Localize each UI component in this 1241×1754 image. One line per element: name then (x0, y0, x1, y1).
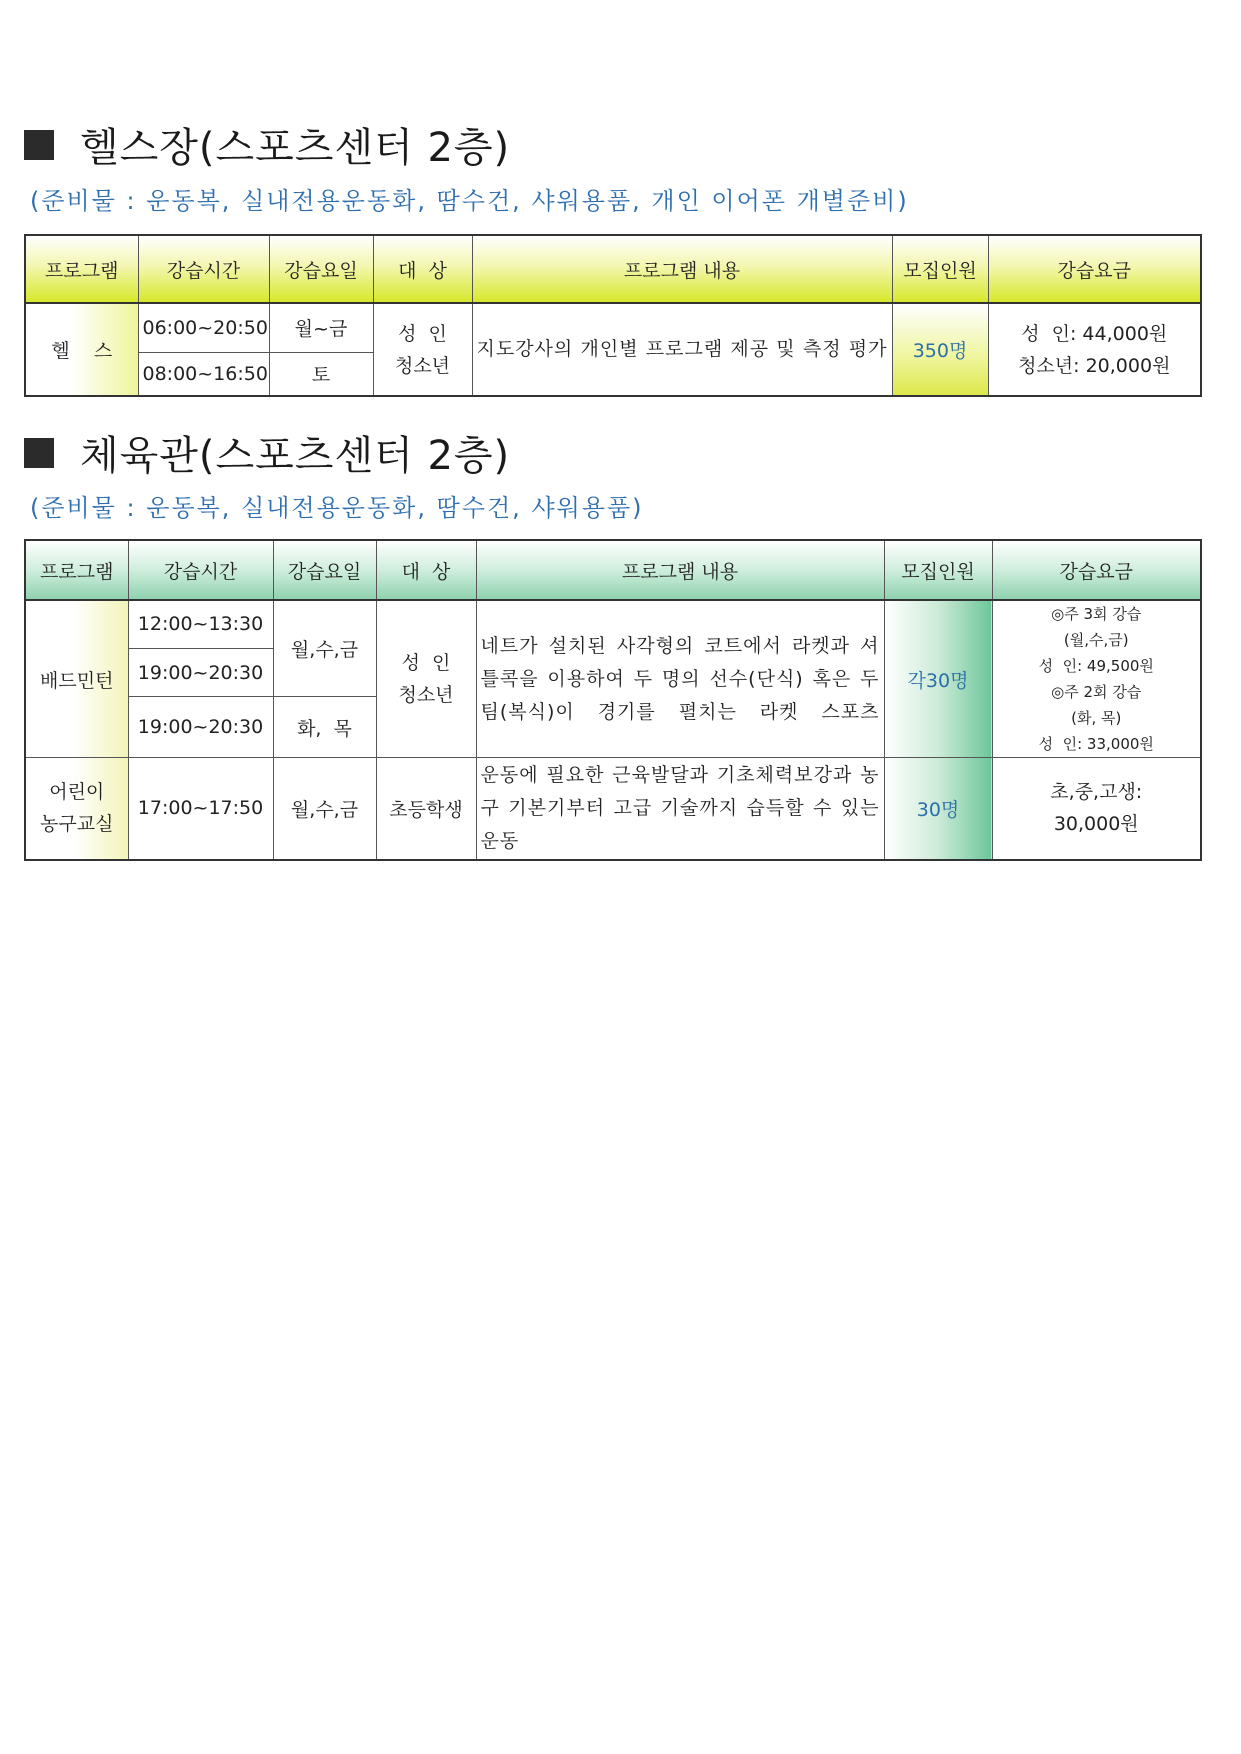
time-cell: 17:00~17:50 (128, 758, 273, 860)
fee-line: 초,중,고생: (1050, 781, 1143, 804)
table-row (25, 600, 1201, 648)
table-header-row (25, 235, 1201, 303)
fee-cell (992, 600, 1201, 758)
time-cell: 19:00~20:30 (128, 648, 273, 696)
target-cell (373, 303, 472, 396)
table-header-row (25, 540, 1201, 600)
program-name: 헬 스 (25, 303, 138, 396)
prep-note-gym: (준비물 : 운동복, 실내전용운동화, 땀수건, 샤워용품, 개인 이어폰 개별준비) (30, 187, 909, 215)
days-cell: 월,수,금 (273, 758, 376, 860)
header-fee: 강습요금 (992, 540, 1201, 600)
program-line: 어린이 (49, 781, 105, 804)
header-time: 강습시간 (128, 540, 273, 600)
header-target: 대 상 (373, 235, 472, 303)
section-title-text: 헬스장(스포츠센터 2층) (80, 125, 511, 171)
fee-line: ◎주 2회 강습 (1051, 683, 1142, 701)
header-content: 프로그램 내용 (472, 235, 892, 303)
header-days: 강습요일 (269, 235, 373, 303)
program-line: 농구교실 (40, 813, 114, 836)
fee-line: (월,수,금) (1063, 631, 1129, 649)
gymnasium-schedule-table (24, 539, 1202, 861)
table-row (25, 758, 1201, 860)
fee-line: 성 인: 44,000원 (1021, 322, 1168, 345)
gym-schedule-table (24, 234, 1202, 397)
content-cell: 지도강사의 개인별 프로그램 제공 및 측정 평가 (472, 303, 892, 396)
target-cell: 초등학생 (376, 758, 476, 860)
header-program: 프로그램 (25, 540, 128, 600)
table-row (25, 303, 1201, 352)
days-cell: 토 (269, 352, 373, 396)
square-bullet-icon (24, 130, 54, 160)
header-program: 프로그램 (25, 235, 138, 303)
program-name: 배드민턴 (25, 600, 128, 758)
time-cell: 06:00~20:50 (138, 303, 269, 352)
fee-cell (992, 758, 1201, 860)
target-cell (376, 600, 476, 758)
days-cell: 화, 목 (273, 697, 376, 758)
program-name (25, 758, 128, 860)
fee-line: 30,000원 (1053, 813, 1139, 836)
target-line: 청소년 (398, 684, 454, 706)
time-cell: 12:00~13:30 (128, 600, 273, 648)
fee-line: 청소년: 20,000원 (1018, 354, 1171, 377)
content-cell: 네트가 설치된 사각형의 코트에서 라켓과 셔틀콕을 이용하여 두 명의 선수(단식) 혹은 두 팀(복식)이 경기를 펼치는 라켓 스포츠 (476, 600, 884, 758)
time-cell: 19:00~20:30 (128, 697, 273, 758)
days-cell: 월~금 (269, 303, 373, 352)
target-line: 성 인 (398, 322, 447, 345)
prep-note-gymnasium: (준비물 : 운동복, 실내전용운동화, 땀수건, 샤워용품) (30, 494, 644, 522)
fee-line: (화, 목) (1071, 709, 1122, 727)
fee-line: ◎주 3회 강습 (1051, 605, 1142, 623)
header-capacity: 모집인원 (892, 235, 988, 303)
capacity-cell: 350명 (892, 303, 988, 396)
section-title-text: 체육관(스포츠센터 2층) (80, 433, 511, 479)
capacity-cell: 각30명 (884, 600, 992, 758)
header-capacity: 모집인원 (884, 540, 992, 600)
fee-cell (988, 303, 1201, 396)
header-content: 프로그램 내용 (476, 540, 884, 600)
target-line: 성 인 (401, 652, 451, 674)
fee-line: 성 인: 49,500원 (1038, 657, 1154, 675)
header-days: 강습요일 (273, 540, 376, 600)
header-fee: 강습요금 (988, 235, 1201, 303)
capacity-cell: 30명 (884, 758, 992, 860)
section-title-gym (24, 116, 510, 173)
content-cell: 운동에 필요한 근육발달과 기초체력보강과 농구 기본기부터 고급 기술까지 습득할 수 있는 운동 (476, 758, 884, 860)
days-cell: 월,수,금 (273, 600, 376, 697)
header-time: 강습시간 (138, 235, 269, 303)
square-bullet-icon (24, 438, 54, 468)
header-target: 대 상 (376, 540, 476, 600)
section-title-gymnasium (24, 424, 510, 481)
target-line: 청소년 (394, 354, 451, 377)
fee-line: 성 인: 33,000원 (1038, 735, 1154, 753)
time-cell: 08:00~16:50 (138, 352, 269, 396)
